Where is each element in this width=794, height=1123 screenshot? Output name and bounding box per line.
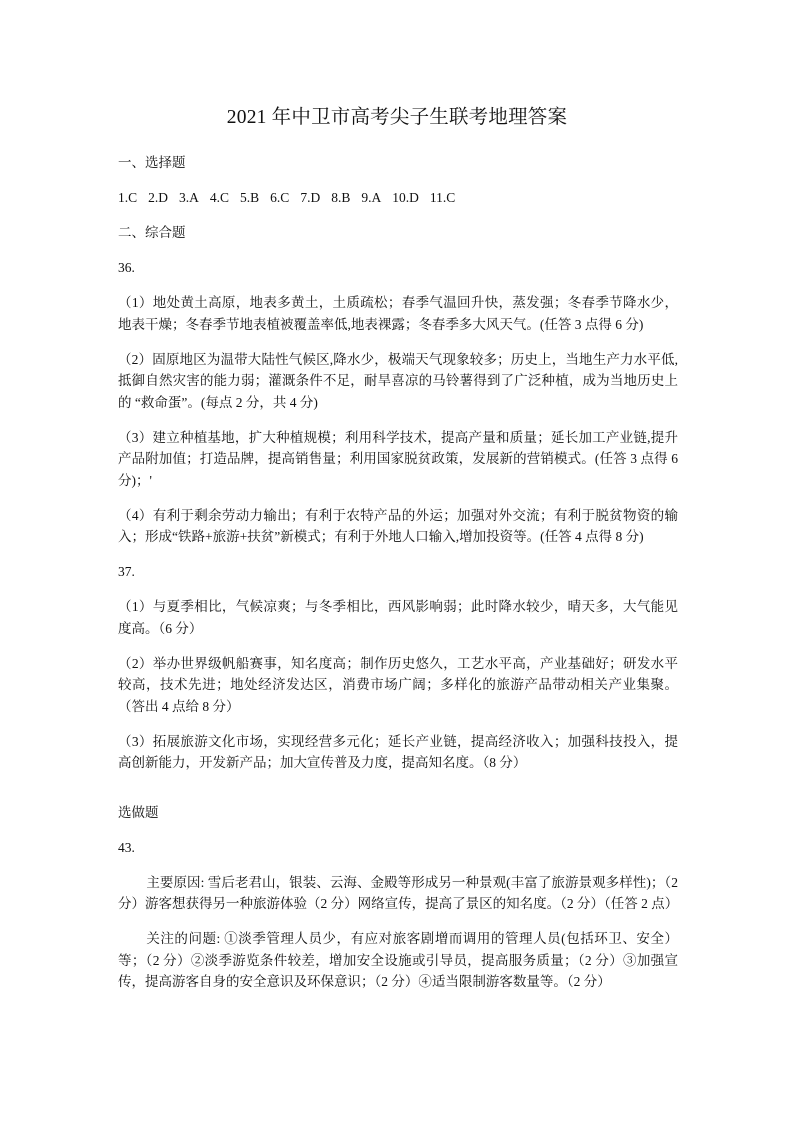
document-body (118, 152, 678, 1006)
question-43-number: 43. (118, 839, 135, 855)
question-36-part-2: （2）固原地区为温带大陆性气候区,降水少，极端天气现象较多；历史上，当地生产力水平低,抵御自然灾害的能力弱；灌溉条件不足，耐旱喜凉的马铃薯得到了广泛种植，成为当地历史上的 “救命蛋”。(每点 2 分，共 4 分) (118, 351, 678, 410)
answer-item: 3.A (179, 190, 199, 205)
document-title: 2021 年中卫市高考尖子生联考地理答案 (226, 107, 568, 128)
question-36-number: 36. (118, 260, 135, 275)
question-36-part-3: （3）建立种植基地，扩大种植规模；利用科学技术，提高产量和质量；延长加工产业链,提升产品附加值；打造品牌，提高销售量；利用国家脱贫政策，发展新的营销模式。(任答 3 点得 6 分)；' (118, 429, 678, 488)
question-36-part-1: （1）地处黄土高原，地表多黄土，土质疏松；春季气温回升快，蒸发强；冬春季节降水少，地表干燥；冬春季节地表植被覆盖率低,地表裸露；冬春季多大风天气。(任答 3 点得 6 分) (118, 295, 678, 332)
answer-item: 6.C (270, 190, 290, 205)
multiple-choice-answers (118, 187, 678, 209)
answer-item: 8.B (331, 190, 351, 205)
answer-item: 10.D (392, 190, 419, 205)
question-37-part-1: （1）与夏季相比，气候凉爽；与冬季相比，西风影响弱；此时降水较少，晴天多，大气能见度高。（6 分） (118, 599, 678, 636)
question-37-part-2: （2）举办世界级帆船赛事，知名度高；制作历史悠久，工艺水平高，产业基础好；研发水平较高，技术先进；地处经济发达区，消费市场广阔；多样化的旅游产品带动相关产业集聚。（答出 4 点给 8 分） (118, 655, 678, 714)
question-37-part-3: （3）拓展旅游文化市场，实现经营多元化；延长产业链，提高经济收入；加强科技投入，提高创新能力，开发新产品；加大宣传普及力度，提高知名度。（8 分） (118, 733, 678, 770)
section-heading-multiple-choice: 一、选择题 (118, 155, 186, 170)
question-36-part-4: （4）有利于剩余劳动力输出；有利于农特产品的外运；加强对外交流；有利于脱贫物资的输入；形成“铁路+旅游+扶贫”新模式；有利于外地人口输入,增加投资等。(任答 4 点得 8 分) (118, 507, 678, 544)
answer-item: 4.C (209, 190, 230, 205)
answer-item: 1.C (118, 190, 138, 205)
answer-item: 11.C (429, 190, 456, 205)
answer-item: 2.D (148, 190, 169, 205)
section-heading-comprehensive: 二、综合题 (118, 225, 186, 240)
answer-item: 9.A (361, 190, 382, 205)
answer-item: 5.B (240, 190, 260, 205)
question-43-main-reasons: 主要原因: 雪后老君山，银装、云海、金殿等形成另一种景观(丰富了旅游景观多样性)；（2 分）游客想获得另一种旅游体验（2 分）网络宣传，提高了景区的知名度。（2 分）（任答 2 点） (118, 874, 679, 911)
question-43-concerns: 关注的问题: ①淡季管理人员少，有应对旅客剧增而调用的管理人员(包括环卫、安全）等；（2 分）②淡季游览条件较差，增加安全设施或引导员，提高服务质量；（2 分）③加强宣传，提高游客自身的安全意识及环保意识；（2 分）④适当限制游客数量等。（2 分） (118, 931, 678, 989)
answer-item: 7.D (300, 190, 321, 205)
question-37-number: 37. (118, 564, 135, 579)
section-heading-optional: 选做题 (118, 804, 159, 820)
